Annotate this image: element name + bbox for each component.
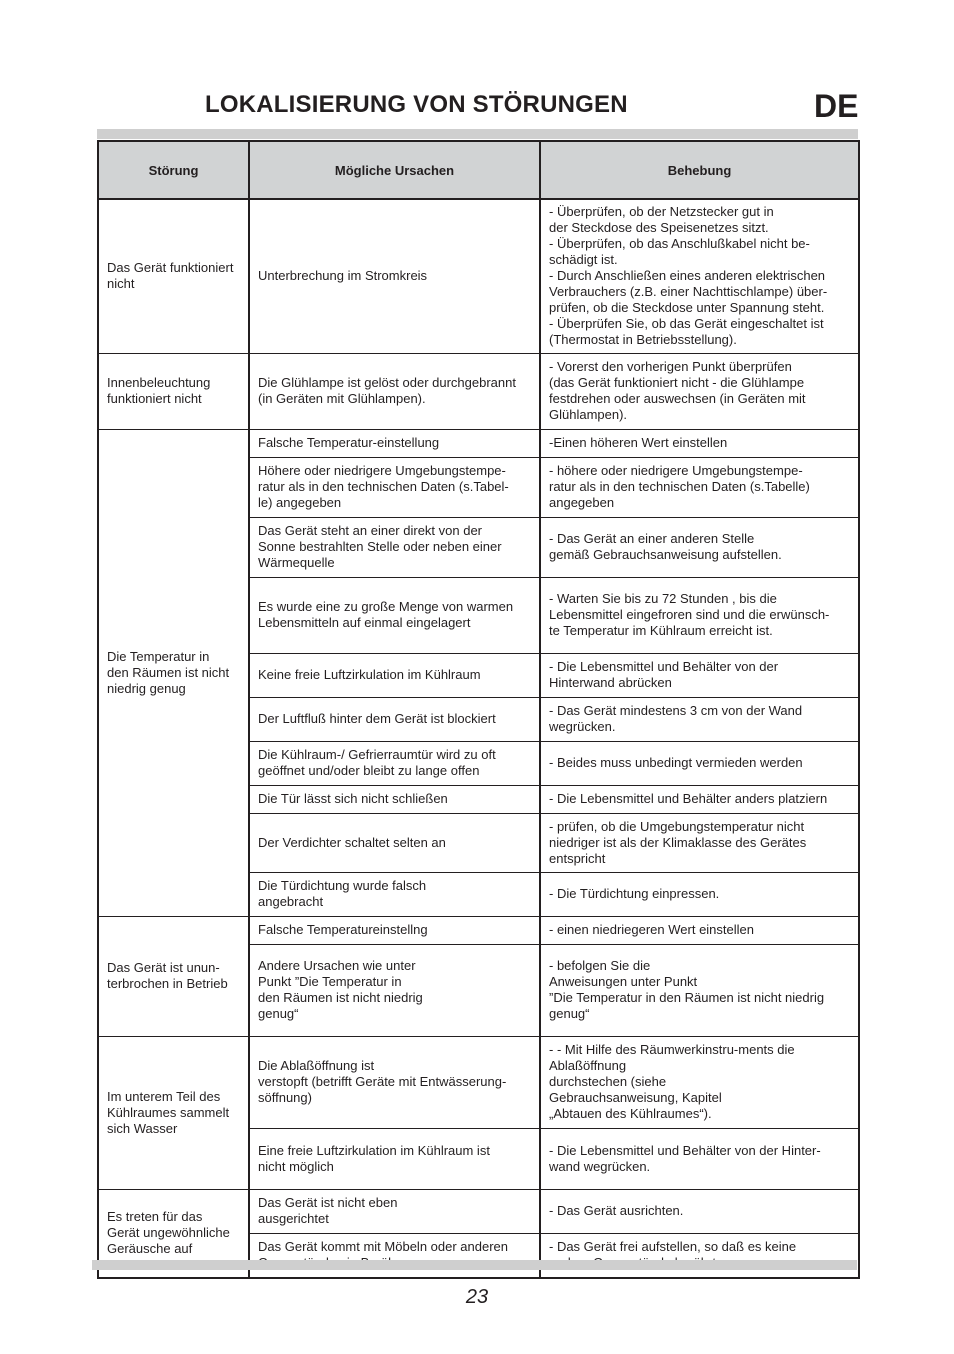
remedy-cell: - prüfen, ob die Umgebungstemperatur nicht niedriger ist als der Klimaklasse des Gerätes entspricht <box>540 813 859 872</box>
header-divider-bar <box>97 129 858 139</box>
possible-cause-cell: Das Gerät steht an einer direkt von der Sonne bestrahlten Stelle oder neben einer Wärmequelle <box>249 517 540 577</box>
table-row <box>98 429 859 457</box>
table-body <box>98 199 859 1278</box>
possible-cause-cell: Die Türdichtung wurde falsch angebracht <box>249 872 540 916</box>
remedy-cell: -Einen höheren Wert einstellen <box>540 429 859 457</box>
possible-cause-cell: Andere Ursachen wie unter Punkt ”Die Temperatur in den Räumen ist nicht niedrig genug“ <box>249 944 540 1036</box>
table-row <box>98 353 859 429</box>
column-header-fault: Störung <box>98 141 249 199</box>
possible-cause-cell: Die Kühlraum-/ Gefrierraumtür wird zu oft geöffnet und/oder bleibt zu lange offen <box>249 741 540 785</box>
possible-cause-cell: Falsche Temperatur-einstellung <box>249 429 540 457</box>
table-header-row <box>98 141 859 199</box>
fault-symptom-cell: Das Gerät funktioniert nicht <box>98 199 249 353</box>
possible-cause-cell: Das Gerät ist nicht eben ausgerichtet <box>249 1189 540 1233</box>
language-code: DE <box>814 88 859 124</box>
page-number: 23 <box>465 1286 489 1308</box>
possible-cause-cell: Das Gerät kommt mit Möbeln oder anderen <box>249 1233 540 1278</box>
possible-cause-cell: Die Glühlampe ist gelöst oder durchgebrannt (in Geräten mit Glühlampen). <box>249 353 540 429</box>
possible-cause-cell: Die Ablaßöffnung ist verstopft (betrifft Geräte mit Entwässerung- söffnung) <box>249 1036 540 1128</box>
remedy-cell: - Die Türdichtung einpressen. <box>540 872 859 916</box>
table-row <box>98 916 859 944</box>
remedy-cell: - Das Gerät ausrichten. <box>540 1189 859 1233</box>
possible-cause-cell: Der Verdichter schaltet selten an <box>249 813 540 872</box>
remedy-cell: - Überprüfen, ob der Netzstecker gut in der Steckdose des Speisenetzes sitzt. - Überprüfen, ob das Anschlußkabel nicht be- schädigt ist. - Durch Anschließen eines anderen elektrischen Verbrauchers (z.B. einer Nachttischlampe) über- prüfen, ob die Steckdose unter Spannung steht. - Überprüfen Sie, ob das Gerät eingeschaltet ist (Thermostat in Betriebsstellung). <box>540 199 859 353</box>
remedy-cell: - Das Gerät an einer anderen Stelle gemäß Gebrauchsanweisung aufstellen. <box>540 517 859 577</box>
remedy-cell: - Die Lebensmittel und Behälter anders platziern <box>540 785 859 813</box>
table-row <box>98 1036 859 1128</box>
remedy-cell: - Warten Sie bis zu 72 Stunden , bis die Lebensmittel eingefroren sind und die erwünsch- te Temperatur im Kühlraum erreicht ist. <box>540 577 859 653</box>
fault-symptom-cell: Das Gerät ist unun- terbrochen in Betrieb <box>98 916 249 1036</box>
possible-cause-cell: Keine freie Luftzirkulation im Kühlraum <box>249 653 540 697</box>
remedy-cell: - Beides muss unbedingt vermieden werden <box>540 741 859 785</box>
fault-symptom-cell: Die Temperatur in den Räumen ist nicht niedrig genug <box>98 429 249 916</box>
possible-cause-cell: Falsche Temperatureinstellng <box>249 916 540 944</box>
possible-cause-cell: Eine freie Luftzirkulation im Kühlraum ist nicht möglich <box>249 1128 540 1189</box>
remedy-cell: - einen niedriegeren Wert einstellen <box>540 916 859 944</box>
remedy-cell: - Das Gerät frei aufstellen, so daß es keine <box>540 1233 859 1278</box>
possible-cause-cell: Es wurde eine zu große Menge von warmen Lebensmitteln auf einmal eingelagert <box>249 577 540 653</box>
column-header-causes: Mögliche Ursachen <box>249 141 540 199</box>
remedy-cell: - befolgen Sie die Anweisungen unter Punkt ”Die Temperatur in den Räumen ist nicht niedrig genug“ <box>540 944 859 1036</box>
possible-cause-cell: Der Luftfluß hinter dem Gerät ist blockiert <box>249 697 540 741</box>
remedy-cell: - - Mit Hilfe des Räumwerkinstru-ments die Ablaßöffnung durchstechen (siehe Gebrauchsanweisung, Kapitel „Abtauen des Kühlraumes“). <box>540 1036 859 1128</box>
possible-cause-cell: Die Tür lässt sich nicht schließen <box>249 785 540 813</box>
possible-cause-cell: Unterbrechung im Stromkreis <box>249 199 540 353</box>
remedy-cell: - Die Lebensmittel und Behälter von der Hinter- wand wegrücken. <box>540 1128 859 1189</box>
remedy-cell: - Vorerst den vorherigen Punkt überprüfen (das Gerät funktioniert nicht - die Glühlampe festdrehen oder auswechsen (in Geräten mit Glühlampen). <box>540 353 859 429</box>
page-title: LOKALISIERUNG VON STÖRUNGEN <box>205 91 628 118</box>
table-row <box>98 1189 859 1233</box>
fault-symptom-cell: Innenbeleuchtung funktioniert nicht <box>98 353 249 429</box>
fault-symptom-cell: Es treten für das Gerät ungewöhnliche Geräusche auf <box>98 1189 249 1278</box>
remedy-cell: - Die Lebensmittel und Behälter von der Hinterwand abrücken <box>540 653 859 697</box>
table-row <box>98 199 859 353</box>
column-header-remedy: Behebung <box>540 141 859 199</box>
fault-symptom-cell: Im unterem Teil des Kühlraumes sammelt sich Wasser <box>98 1036 249 1189</box>
troubleshooting-table <box>97 140 860 1279</box>
remedy-cell: - Das Gerät mindestens 3 cm von der Wand wegrücken. <box>540 697 859 741</box>
footer-divider-bar <box>92 1260 857 1270</box>
remedy-cell: - höhere oder niedrigere Umgebungstempe- ratur als in den technischen Daten (s.Tabelle) angegeben <box>540 457 859 517</box>
possible-cause-cell: Höhere oder niedrigere Umgebungstempe- ratur als in den technischen Daten (s.Tabel- le) angegeben <box>249 457 540 517</box>
